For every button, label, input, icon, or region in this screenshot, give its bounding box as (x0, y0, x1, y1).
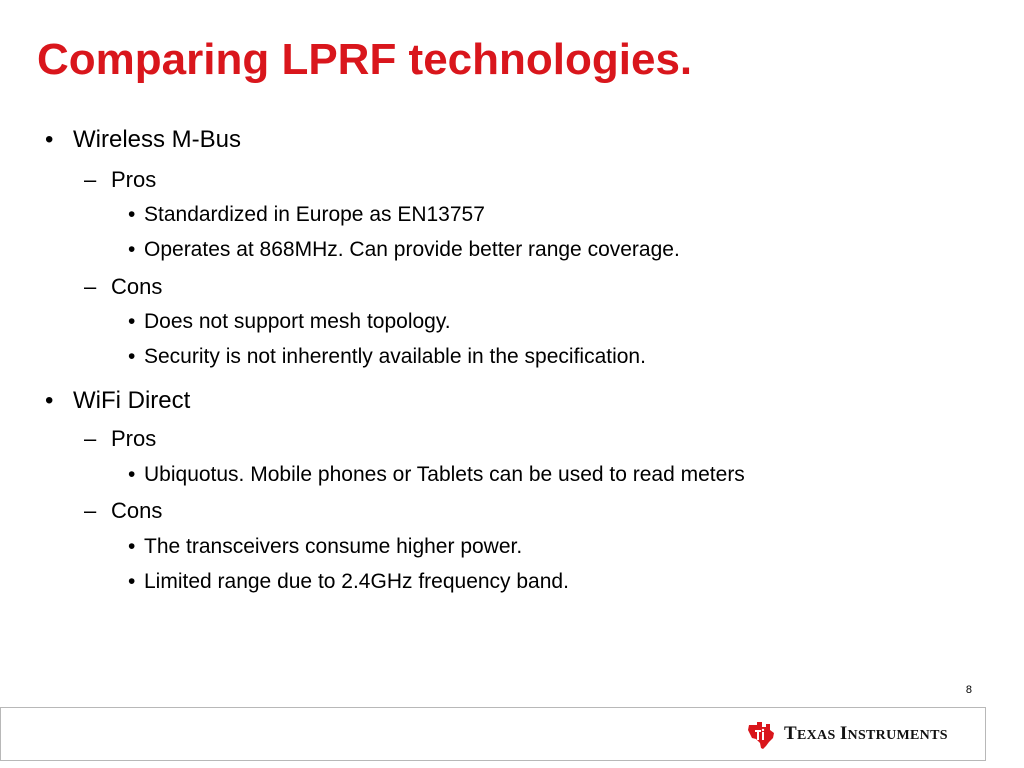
bullet-marker: • (128, 463, 136, 486)
subheading-label: Pros (111, 426, 157, 451)
subheading-pros (84, 425, 157, 453)
section-heading-wireless-mbus (45, 125, 242, 155)
list-item-text: The transceivers consume higher power. (144, 535, 523, 558)
list-item-text: Ubiquotus. Mobile phones or Tablets can be used to read meters (144, 463, 745, 486)
dash-marker: – (84, 426, 97, 451)
slide-title: Comparing LPRF technologies. (37, 35, 693, 84)
subheading-label: Cons (111, 274, 163, 299)
subheading-pros (84, 166, 157, 194)
list-item-text: Standardized in Europe as EN13757 (144, 203, 485, 226)
dash-marker: – (84, 274, 97, 299)
bullet-marker: • (128, 238, 136, 261)
section-heading-label: Wireless M-Bus (73, 126, 242, 153)
subheading-label: Cons (111, 498, 163, 523)
logo-wordmark: TEXAS INSTRUMENTS (784, 723, 948, 744)
bullet-marker: • (128, 310, 136, 333)
bullet-marker: • (128, 570, 136, 593)
texas-instruments-logo (746, 719, 948, 751)
page-number: 8 (965, 684, 972, 696)
subheading-cons (84, 273, 163, 301)
texas-instruments-logo-icon (746, 720, 776, 750)
dash-marker: – (84, 167, 97, 192)
list-item-text: Does not support mesh topology. (144, 310, 451, 333)
bullet-marker: • (45, 126, 54, 153)
list-item (128, 533, 523, 561)
list-item-text: Limited range due to 2.4GHz frequency band. (144, 570, 569, 593)
bullet-marker: • (128, 345, 136, 368)
dash-marker: – (84, 498, 97, 523)
bullet-marker: • (45, 387, 54, 414)
subheading-label: Pros (111, 167, 157, 192)
list-item (128, 343, 646, 371)
subheading-cons (84, 497, 163, 525)
section-heading-label: WiFi Direct (73, 387, 191, 414)
list-item (128, 201, 485, 229)
list-item-text: Operates at 868MHz. Can provide better range coverage. (144, 238, 680, 261)
bullet-marker: • (128, 203, 136, 226)
list-item (128, 568, 569, 596)
list-item (128, 461, 745, 489)
bullet-marker: • (128, 535, 136, 558)
list-item-text: Security is not inherently available in the specification. (144, 345, 646, 368)
list-item (128, 236, 680, 264)
section-heading-wifi-direct (45, 386, 191, 416)
list-item (128, 308, 451, 336)
